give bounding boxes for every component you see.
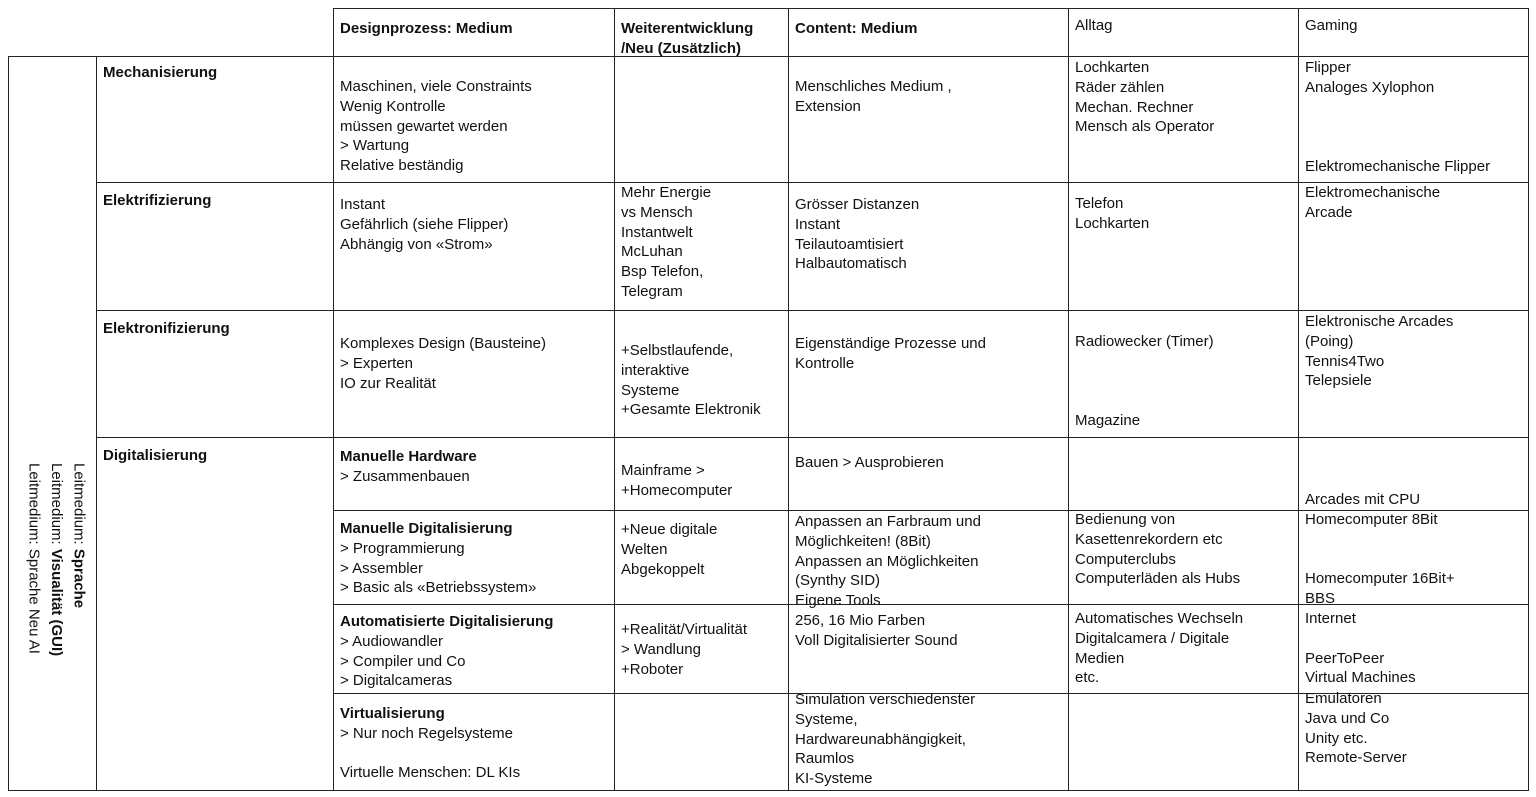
subrow-cell-design: [333, 693, 615, 791]
cell-text: [621, 341, 786, 420]
text-line: Virtuelle Menschen: DL KIs: [340, 764, 521, 782]
cell-text: [1305, 689, 1526, 768]
text-line: Abgekoppelt: [621, 560, 705, 578]
text-line: Bsp Telefon,: [621, 263, 704, 281]
subrow-cell-content: [788, 604, 1069, 694]
text-line: Telepsiele: [1305, 372, 1372, 390]
text-line: > Nur noch Regelsysteme: [340, 724, 513, 742]
cell-text: [795, 611, 1066, 651]
subrow-cell-content: [788, 693, 1069, 791]
cell-text: [621, 19, 786, 59]
text-line: Raumlos: [795, 750, 855, 768]
text-line: BBS: [1305, 590, 1336, 608]
text-line: Medien: [1075, 649, 1125, 667]
leitmedium-line: Leitmedium: Sprache Neu AI: [25, 463, 43, 654]
text-line: Mensch als Operator: [1075, 118, 1215, 136]
text-line: Elektromechanische Flipper: [1305, 157, 1491, 175]
text-line: Instantwelt: [621, 223, 693, 241]
text-line: Möglichkeiten! (8Bit): [795, 532, 931, 550]
text-line: Halbautomatisch: [795, 255, 907, 273]
cell-text: [1305, 16, 1526, 36]
cell-text: [340, 447, 612, 487]
cell-text: [795, 512, 1066, 611]
text-line: [1305, 530, 1526, 550]
text-line: Voll Digitalisierter Sound: [795, 631, 958, 649]
subrow-cell-design: [333, 437, 615, 511]
subrow-cell-design: [333, 510, 615, 605]
text-line: Räder zählen: [1075, 78, 1165, 96]
text-line: +Neue digitale: [621, 521, 718, 538]
text-line: [1305, 98, 1526, 118]
text-line: > Wartung: [340, 137, 410, 155]
text-line: Mainframe >: [621, 462, 705, 479]
text-line: Analoges Xylophon: [1305, 78, 1435, 96]
text-line: PeerToPeer: [1305, 649, 1385, 667]
subrow-cell-gaming: [1298, 604, 1529, 694]
text-line: > Basic als «Betriebssystem»: [340, 579, 537, 597]
text-line: Manuelle Hardware: [340, 448, 477, 465]
cell-text: [1075, 510, 1296, 589]
text-line: Content: Medium: [795, 20, 918, 37]
text-line: Homecomputer 16Bit+: [1305, 570, 1455, 588]
text-line: Abhängig von «Strom»: [340, 235, 493, 253]
text-line: Virtualisierung: [340, 705, 445, 722]
cell-text: [1305, 490, 1526, 510]
cell-text: [340, 195, 612, 254]
text-line: Lochkarten: [1075, 214, 1150, 232]
cell-text: [1075, 16, 1296, 36]
text-line: (Poing): [1305, 332, 1354, 350]
subrow-cell-gaming: [1298, 437, 1529, 511]
text-line: > Compiler und Co: [340, 652, 466, 670]
cell-design: [333, 56, 615, 183]
subrow-cell-weiterentwicklung: [614, 510, 789, 605]
text-line: Java und Co: [1305, 709, 1390, 727]
cell-text: [340, 19, 612, 39]
text-line: Computerclubs: [1075, 550, 1176, 568]
subrow-cell-gaming: [1298, 690, 1529, 791]
header-content: [788, 8, 1069, 57]
cell-text: [340, 704, 612, 783]
cell-text: [340, 334, 612, 393]
subrow-cell-design: [333, 604, 615, 694]
text-line: Radiowecker (Timer): [1075, 333, 1214, 350]
text-line: Relative beständig: [340, 157, 464, 175]
subrow-cell-weiterentwicklung: [614, 604, 789, 694]
cell-text: [795, 690, 1066, 789]
text-line: (Synthy SID): [795, 572, 881, 590]
text-line: Digitalcamera / Digitale: [1075, 629, 1230, 647]
text-line: 256, 16 Mio Farben: [795, 612, 926, 629]
text-line: +Realität/Virtualität: [621, 621, 748, 638]
header-weiterentwicklung: [614, 8, 789, 57]
text-line: Anpassen an Möglichkeiten: [795, 552, 979, 570]
header-alltag: [1068, 8, 1299, 57]
text-line: Instant: [795, 215, 841, 233]
text-line: [1305, 137, 1526, 157]
text-line: Gefährlich (siehe Flipper): [340, 215, 509, 233]
text-line: [1305, 550, 1526, 570]
cell-text: [1075, 58, 1296, 137]
cell-text: [1305, 609, 1526, 688]
text-line: > Experten: [340, 354, 413, 372]
header-gaming: [1298, 8, 1529, 57]
text-line: [1305, 629, 1526, 649]
cell-text: [1075, 194, 1296, 234]
row-label-mechanisierung: [96, 56, 334, 183]
header-design: [333, 8, 615, 57]
cell-text: [1305, 510, 1526, 609]
subrow-cell-alltag: [1068, 693, 1299, 791]
text-line: [1075, 352, 1296, 372]
row-label: Elektrifizierung: [103, 192, 212, 209]
cell-text: [1305, 312, 1526, 391]
cell-text: [1075, 609, 1296, 688]
cell-design: [333, 182, 615, 311]
text-line: > Zusammenbauen: [340, 467, 470, 485]
text-line: Komplexes Design (Bausteine): [340, 335, 546, 352]
text-line: Teilautoamtisiert: [795, 235, 904, 253]
subrow-cell-weiterentwicklung: [614, 693, 789, 791]
cell-gaming: [1298, 182, 1529, 311]
text-line: Welten: [621, 540, 668, 558]
text-line: vs Mensch: [621, 203, 693, 221]
row-label-digitalisierung: [96, 437, 334, 791]
text-line: Weiterentwicklung: [621, 20, 754, 37]
cell-gaming: [1298, 310, 1529, 438]
leitmedium-line: Leitmedium: Sprache: [70, 463, 88, 609]
text-line: Gaming: [1305, 17, 1358, 34]
cell-text: [621, 520, 786, 579]
text-line: Virtual Machines: [1305, 669, 1416, 687]
text-line: Elektronische Arcades: [1305, 313, 1454, 330]
text-line: Tennis4Two: [1305, 352, 1385, 370]
text-line: Grösser Distanzen: [795, 196, 920, 213]
text-line: Automatisierte Digitalisierung: [340, 613, 554, 630]
text-line: > Assembler: [340, 559, 423, 577]
text-line: Bedienung von: [1075, 511, 1176, 528]
row-label: Digitalisierung: [103, 447, 208, 464]
cell-weiterentwicklung: [614, 182, 789, 311]
text-line: Mehr Energie: [621, 184, 712, 201]
cell-text: [621, 183, 786, 302]
subrow-cell-weiterentwicklung: [614, 437, 789, 511]
subrow-cell-gaming: [1298, 510, 1529, 608]
text-line: Designprozess: Medium: [340, 20, 513, 37]
cell-alltag: [1068, 56, 1299, 183]
cell-content: [788, 182, 1069, 311]
text-line: Maschinen, viele Constraints: [340, 78, 532, 95]
cell-text: [340, 77, 612, 176]
text-line: Manuelle Digitalisierung: [340, 520, 513, 537]
text-line: Unity etc.: [1305, 729, 1368, 747]
text-line: Magazine: [1075, 412, 1141, 430]
text-line: müssen gewartet werden: [340, 117, 508, 135]
text-line: Telegram: [621, 282, 683, 300]
text-line: > Wandlung: [621, 640, 701, 658]
text-line: Wenig Kontrolle: [340, 97, 446, 115]
text-line: Eigenständige Prozesse und: [795, 335, 986, 352]
text-line: Automatisches Wechseln: [1075, 610, 1244, 627]
text-line: Arcades mit CPU: [1305, 491, 1421, 508]
row-label-elektrifizierung: [96, 182, 334, 311]
text-line: > Audiowandler: [340, 632, 443, 650]
cell-text: [795, 77, 1066, 117]
text-line: Flipper: [1305, 59, 1351, 76]
cell-text: [795, 195, 1066, 274]
text-line: Computerläden als Hubs: [1075, 570, 1241, 588]
text-line: Menschliches Medium ,: [795, 78, 952, 95]
cell-content: [788, 56, 1069, 183]
row-label-elektronifizierung: [96, 310, 334, 438]
cell-alltag: [1068, 182, 1299, 311]
text-line: Mechan. Rechner: [1075, 98, 1194, 116]
text-line: Systeme: [621, 381, 680, 399]
cell-text: [1305, 183, 1526, 223]
cell-gaming: [1298, 56, 1529, 183]
text-line: Kontrolle: [795, 354, 855, 372]
subrow-cell-alltag: [1068, 604, 1299, 694]
cell-text: [1305, 58, 1526, 177]
text-line: Lochkarten: [1075, 59, 1150, 76]
text-line: McLuhan: [621, 243, 683, 261]
text-line: Arcade: [1305, 203, 1353, 221]
cell-text: [621, 461, 786, 501]
text-line: Simulation verschiedenster: [795, 691, 976, 708]
text-line: Alltag: [1075, 17, 1113, 34]
subrow-cell-content: [788, 510, 1069, 610]
text-line: IO zur Realität: [340, 374, 436, 392]
row-label: Elektronifizierung: [103, 320, 230, 337]
text-line: Telefon: [1075, 195, 1124, 212]
cell-text: [1075, 332, 1296, 431]
text-line: [1075, 372, 1296, 392]
text-line: KI-Systeme: [795, 770, 873, 788]
text-line: Anpassen an Farbraum und: [795, 513, 981, 530]
cell-design: [333, 310, 615, 438]
text-line: Extension: [795, 97, 861, 115]
cell-weiterentwicklung: [614, 56, 789, 183]
leitmedium-labels: [22, 463, 90, 783]
text-line: +Gesamte Elektronik: [621, 401, 761, 419]
text-line: [340, 744, 612, 764]
text-line: > Programmierung: [340, 539, 465, 557]
text-line: > Digitalcameras: [340, 672, 453, 690]
text-line: Elektromechanische: [1305, 184, 1441, 201]
cell-text: [621, 620, 786, 679]
cell-alltag: [1068, 310, 1299, 438]
text-line: /Neu (Zusätzlich): [621, 39, 742, 57]
text-line: +Homecomputer: [621, 481, 733, 499]
subrow-cell-alltag: [1068, 437, 1299, 511]
cell-text: [795, 334, 1066, 374]
row-label: Mechanisierung: [103, 64, 218, 81]
cell-text: [795, 453, 1066, 473]
text-line: Emulatoren: [1305, 690, 1382, 707]
text-line: Eigene Tools: [795, 592, 881, 610]
text-line: Internet: [1305, 610, 1356, 627]
text-line: +Selbstlaufende,: [621, 342, 734, 359]
text-line: Hardwareunabhängigkeit,: [795, 730, 966, 748]
text-line: Systeme,: [795, 710, 858, 728]
text-line: [1075, 391, 1296, 411]
text-line: +Roboter: [621, 660, 684, 678]
subrow-cell-alltag: [1068, 510, 1299, 605]
text-line: interaktive: [621, 361, 690, 379]
text-line: Kasettenrekordern etc: [1075, 530, 1223, 548]
cell-weiterentwicklung: [614, 310, 789, 438]
cell-text: [340, 519, 612, 598]
text-line: Instant: [340, 196, 386, 213]
text-line: [1305, 117, 1526, 137]
cell-content: [788, 310, 1069, 438]
leitmedium-line: Leitmedium: Visualität (GUI): [48, 463, 65, 657]
cell-text: [795, 19, 1066, 39]
cell-text: [340, 612, 612, 691]
subrow-cell-content: [788, 437, 1069, 511]
text-line: Bauen > Ausprobieren: [795, 454, 944, 471]
text-line: etc.: [1075, 669, 1100, 687]
text-line: Remote-Server: [1305, 749, 1407, 767]
text-line: Homecomputer 8Bit: [1305, 511, 1438, 528]
